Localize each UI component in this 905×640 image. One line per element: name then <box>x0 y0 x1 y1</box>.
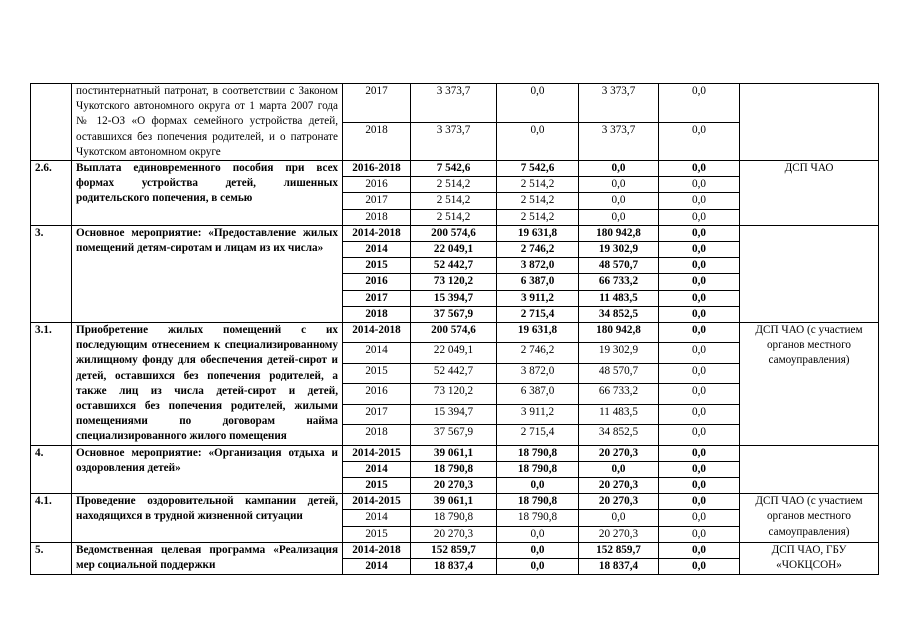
table-row <box>31 445 879 461</box>
other-sources-cell: 0,0 <box>659 494 740 510</box>
district-budget-cell: 0,0 <box>497 526 579 542</box>
total-cell: 3 373,7 <box>411 84 497 123</box>
responsible-executor-cell <box>740 84 879 161</box>
federal-budget-cell: 180 942,8 <box>579 323 659 343</box>
year-cell: 2016 <box>343 274 411 290</box>
district-budget-cell: 2 746,2 <box>497 242 579 258</box>
total-cell: 2 514,2 <box>411 209 497 225</box>
other-sources-cell: 0,0 <box>659 306 740 322</box>
district-budget-cell: 7 542,6 <box>497 161 579 177</box>
year-cell: 2018 <box>343 425 411 445</box>
year-cell: 2016 <box>343 384 411 404</box>
year-cell: 2014 <box>343 510 411 526</box>
table-body <box>31 84 879 575</box>
year-cell: 2018 <box>343 209 411 225</box>
federal-budget-cell: 19 302,9 <box>579 242 659 258</box>
item-number-cell: 4.1. <box>31 494 72 543</box>
year-cell: 2014-2018 <box>343 225 411 241</box>
other-sources-cell: 0,0 <box>659 122 740 161</box>
item-number-cell: 5. <box>31 542 72 574</box>
responsible-executor-cell <box>740 225 879 322</box>
district-budget-cell: 18 790,8 <box>497 494 579 510</box>
total-cell: 2 514,2 <box>411 193 497 209</box>
district-budget-cell: 3 911,2 <box>497 404 579 424</box>
federal-budget-cell: 0,0 <box>579 193 659 209</box>
federal-budget-cell: 20 270,3 <box>579 526 659 542</box>
year-cell: 2017 <box>343 84 411 123</box>
district-budget-cell: 0,0 <box>497 122 579 161</box>
federal-budget-cell: 20 270,3 <box>579 478 659 494</box>
item-number-cell: 4. <box>31 445 72 494</box>
other-sources-cell: 0,0 <box>659 510 740 526</box>
federal-budget-cell: 3 373,7 <box>579 122 659 161</box>
year-cell: 2015 <box>343 478 411 494</box>
item-description-cell: Проведение оздоровительной кампании детей, находящихся в трудной жизненной ситуации <box>72 494 343 543</box>
item-number-cell: 3.1. <box>31 323 72 446</box>
federal-budget-cell: 19 302,9 <box>579 343 659 363</box>
federal-budget-cell: 11 483,5 <box>579 290 659 306</box>
other-sources-cell: 0,0 <box>659 461 740 477</box>
federal-budget-cell: 11 483,5 <box>579 404 659 424</box>
federal-budget-cell: 0,0 <box>579 461 659 477</box>
district-budget-cell: 2 715,4 <box>497 425 579 445</box>
year-cell: 2014 <box>343 559 411 575</box>
other-sources-cell: 0,0 <box>659 478 740 494</box>
total-cell: 18 837,4 <box>411 559 497 575</box>
other-sources-cell: 0,0 <box>659 209 740 225</box>
responsible-executor-cell: ДСП ЧАО (с участием органов местного самоуправления) <box>740 323 879 446</box>
district-budget-cell: 2 514,2 <box>497 193 579 209</box>
table-row <box>31 161 879 177</box>
district-budget-cell: 19 631,8 <box>497 323 579 343</box>
other-sources-cell: 0,0 <box>659 384 740 404</box>
other-sources-cell: 0,0 <box>659 177 740 193</box>
item-description-cell: Основное мероприятие: «Организация отдыха и оздоровления детей» <box>72 445 343 494</box>
item-description-cell: Ведомственная целевая программа «Реализация мер социальной поддержки <box>72 542 343 574</box>
district-budget-cell: 0,0 <box>497 478 579 494</box>
table-row <box>31 323 879 343</box>
year-cell: 2018 <box>343 122 411 161</box>
federal-budget-cell: 0,0 <box>579 161 659 177</box>
total-cell: 73 120,2 <box>411 384 497 404</box>
district-budget-cell: 0,0 <box>497 542 579 558</box>
federal-budget-cell: 66 733,2 <box>579 384 659 404</box>
table-row <box>31 225 879 241</box>
total-cell: 20 270,3 <box>411 478 497 494</box>
federal-budget-cell: 0,0 <box>579 177 659 193</box>
responsible-executor-cell: ДСП ЧАО, ГБУ «ЧОКЦСОН» <box>740 542 879 574</box>
year-cell: 2016-2018 <box>343 161 411 177</box>
district-budget-cell: 0,0 <box>497 84 579 123</box>
district-budget-cell: 3 872,0 <box>497 258 579 274</box>
item-description-cell: Приобретение жилых помещений с их последующим отнесением к специализированному жилищному фонду для обеспечения детей-сирот и детей, оставшихся без попечения родителей, а также лиц из числа детей-сирот и детей, оставшихся без попечения родителей, жилыми помещениями по договорам найма специализированного жилого помещения <box>72 323 343 446</box>
total-cell: 15 394,7 <box>411 290 497 306</box>
other-sources-cell: 0,0 <box>659 526 740 542</box>
federal-budget-cell: 20 270,3 <box>579 494 659 510</box>
district-budget-cell: 6 387,0 <box>497 274 579 290</box>
total-cell: 22 049,1 <box>411 343 497 363</box>
total-cell: 18 790,8 <box>411 461 497 477</box>
district-budget-cell: 0,0 <box>497 559 579 575</box>
budget-table <box>30 83 879 575</box>
year-cell: 2014-2018 <box>343 542 411 558</box>
other-sources-cell: 0,0 <box>659 258 740 274</box>
federal-budget-cell: 34 852,5 <box>579 425 659 445</box>
other-sources-cell: 0,0 <box>659 343 740 363</box>
responsible-executor-cell <box>740 445 879 494</box>
other-sources-cell: 0,0 <box>659 242 740 258</box>
federal-budget-cell: 48 570,7 <box>579 363 659 383</box>
year-cell: 2017 <box>343 290 411 306</box>
year-cell: 2017 <box>343 193 411 209</box>
federal-budget-cell: 3 373,7 <box>579 84 659 123</box>
other-sources-cell: 0,0 <box>659 193 740 209</box>
federal-budget-cell: 0,0 <box>579 209 659 225</box>
district-budget-cell: 3 911,2 <box>497 290 579 306</box>
total-cell: 18 790,8 <box>411 510 497 526</box>
total-cell: 52 442,7 <box>411 363 497 383</box>
other-sources-cell: 0,0 <box>659 225 740 241</box>
total-cell: 52 442,7 <box>411 258 497 274</box>
item-number-cell: 2.6. <box>31 161 72 226</box>
federal-budget-cell: 180 942,8 <box>579 225 659 241</box>
year-cell: 2018 <box>343 306 411 322</box>
total-cell: 200 574,6 <box>411 225 497 241</box>
total-cell: 73 120,2 <box>411 274 497 290</box>
federal-budget-cell: 18 837,4 <box>579 559 659 575</box>
year-cell: 2014-2015 <box>343 445 411 461</box>
district-budget-cell: 2 715,4 <box>497 306 579 322</box>
federal-budget-cell: 34 852,5 <box>579 306 659 322</box>
district-budget-cell: 3 872,0 <box>497 363 579 383</box>
table-row <box>31 494 879 510</box>
federal-budget-cell: 48 570,7 <box>579 258 659 274</box>
federal-budget-cell: 0,0 <box>579 510 659 526</box>
total-cell: 20 270,3 <box>411 526 497 542</box>
federal-budget-cell: 152 859,7 <box>579 542 659 558</box>
total-cell: 39 061,1 <box>411 494 497 510</box>
table-row <box>31 542 879 558</box>
district-budget-cell: 2 514,2 <box>497 177 579 193</box>
year-cell: 2016 <box>343 177 411 193</box>
year-cell: 2014-2018 <box>343 323 411 343</box>
year-cell: 2014 <box>343 242 411 258</box>
year-cell: 2014-2015 <box>343 494 411 510</box>
other-sources-cell: 0,0 <box>659 542 740 558</box>
item-description-cell: постинтернатный патронат, в соответствии с Законом Чукотского автономного округа от 1 марта 2007 года № 12-ОЗ «О формах семейного устройства детей, оставшихся без попечения родителей, и о патронате Чукотском автономном округе <box>72 84 343 161</box>
federal-budget-cell: 20 270,3 <box>579 445 659 461</box>
total-cell: 2 514,2 <box>411 177 497 193</box>
district-budget-cell: 18 790,8 <box>497 510 579 526</box>
total-cell: 7 542,6 <box>411 161 497 177</box>
other-sources-cell: 0,0 <box>659 84 740 123</box>
total-cell: 37 567,9 <box>411 425 497 445</box>
other-sources-cell: 0,0 <box>659 559 740 575</box>
district-budget-cell: 2 514,2 <box>497 209 579 225</box>
other-sources-cell: 0,0 <box>659 323 740 343</box>
total-cell: 152 859,7 <box>411 542 497 558</box>
year-cell: 2015 <box>343 258 411 274</box>
other-sources-cell: 0,0 <box>659 425 740 445</box>
other-sources-cell: 0,0 <box>659 404 740 424</box>
district-budget-cell: 2 746,2 <box>497 343 579 363</box>
total-cell: 200 574,6 <box>411 323 497 343</box>
total-cell: 39 061,1 <box>411 445 497 461</box>
item-description-cell: Основное мероприятие: «Предоставление жилых помещений детям-сиротам и лицам из их числа» <box>72 225 343 322</box>
district-budget-cell: 19 631,8 <box>497 225 579 241</box>
responsible-executor-cell: ДСП ЧАО <box>740 161 879 226</box>
item-number-cell: 3. <box>31 225 72 322</box>
other-sources-cell: 0,0 <box>659 161 740 177</box>
year-cell: 2014 <box>343 461 411 477</box>
total-cell: 22 049,1 <box>411 242 497 258</box>
federal-budget-cell: 66 733,2 <box>579 274 659 290</box>
responsible-executor-cell: ДСП ЧАО (с участием органов местного самоуправления) <box>740 494 879 543</box>
district-budget-cell: 18 790,8 <box>497 445 579 461</box>
item-number-cell <box>31 84 72 161</box>
item-description-cell: Выплата единовременного пособия при всех формах устройства детей, лишенных родительского попечения, в семью <box>72 161 343 226</box>
total-cell: 3 373,7 <box>411 122 497 161</box>
district-budget-cell: 18 790,8 <box>497 461 579 477</box>
total-cell: 37 567,9 <box>411 306 497 322</box>
other-sources-cell: 0,0 <box>659 363 740 383</box>
year-cell: 2014 <box>343 343 411 363</box>
year-cell: 2015 <box>343 526 411 542</box>
year-cell: 2015 <box>343 363 411 383</box>
district-budget-cell: 6 387,0 <box>497 384 579 404</box>
total-cell: 15 394,7 <box>411 404 497 424</box>
other-sources-cell: 0,0 <box>659 274 740 290</box>
other-sources-cell: 0,0 <box>659 445 740 461</box>
table-row <box>31 84 879 123</box>
year-cell: 2017 <box>343 404 411 424</box>
other-sources-cell: 0,0 <box>659 290 740 306</box>
